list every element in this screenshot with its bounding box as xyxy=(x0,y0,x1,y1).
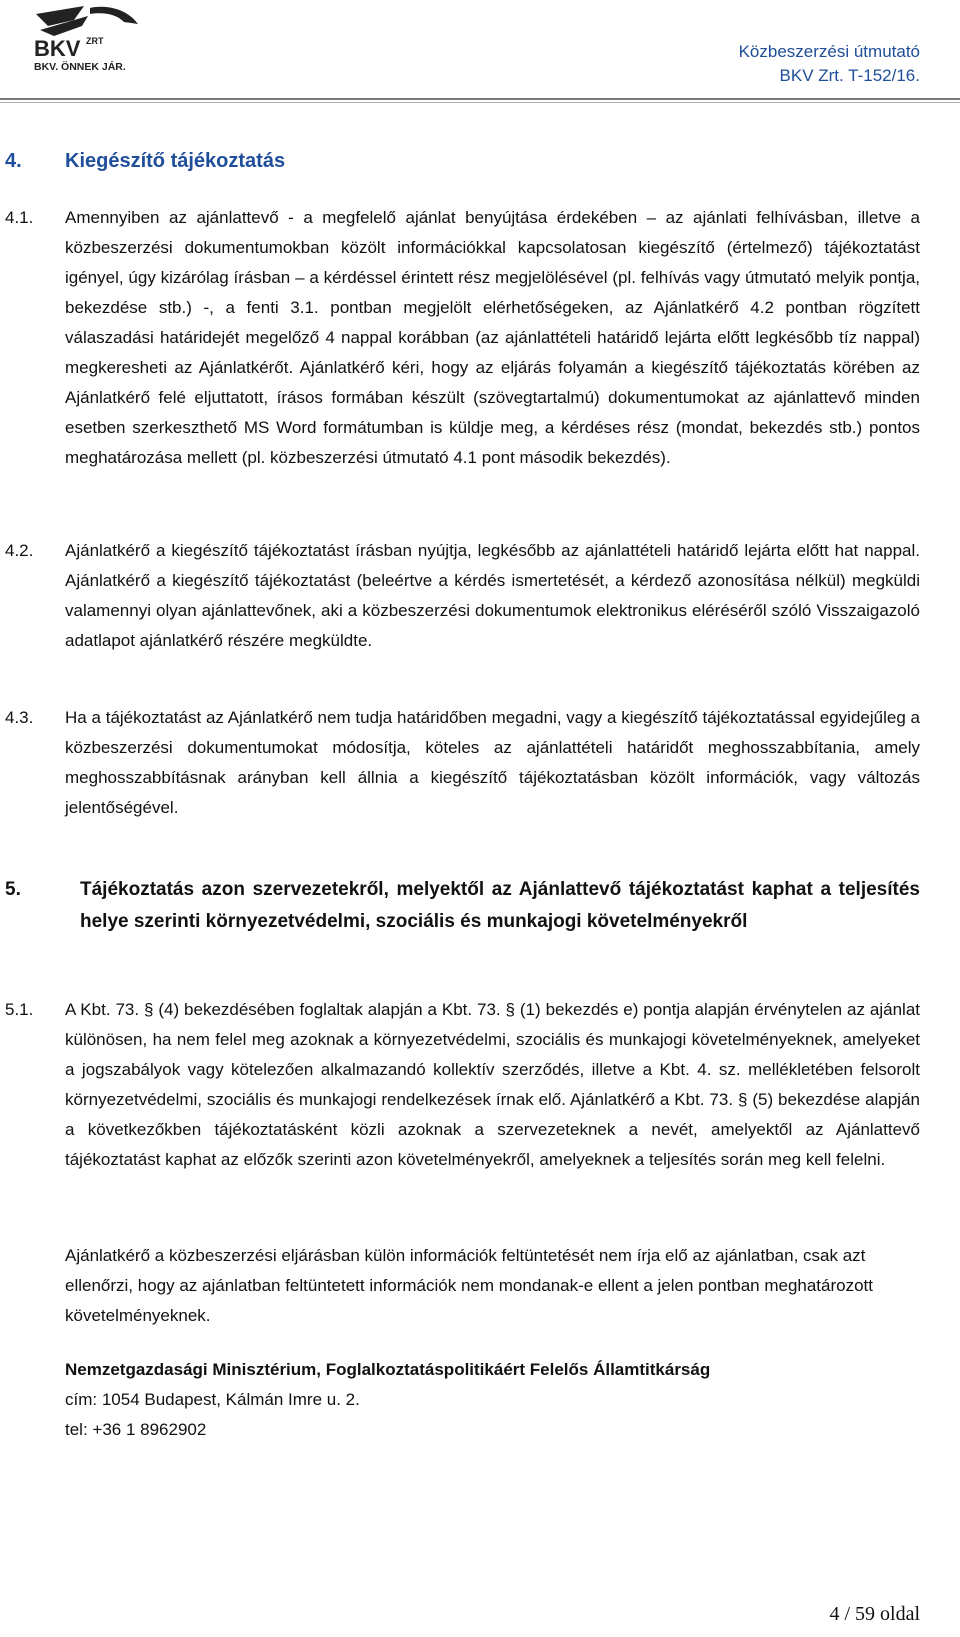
item-4-2 xyxy=(5,536,920,656)
item-text: Ajánlatkérő a kiegészítő tájékoztatást írásban nyújtja, legkésőbb az ajánlattételi határidő lejárta előtt hat nappal. Ajánlatkérő a kiegészítő tájékoztatást (beleértve a kérdés ismertetését, a kérdező azonosítása nélkül) megküldi valamennyi olyan ajánlattevőnek, aki a közbeszerzési dokumentumok elektronikus eléréséről szóló Visszaigazoló adatlapot ajánlatkérő részére megküldte. xyxy=(65,541,920,650)
item-4-1 xyxy=(5,203,920,473)
logo-tagline: BKV. ÖNNEK JÁR. xyxy=(34,61,126,73)
logo-text: BKV xyxy=(34,36,81,61)
contact-address: cím: 1054 Budapest, Kálmán Imre u. 2. xyxy=(65,1390,360,1409)
section-title: Kiegészítő tájékoztatás xyxy=(65,150,286,172)
item-text: Ha a tájékoztatást az Ajánlatkérő nem tudja határidőben megadni, vagy a kiegészítő tájékoztatással egyidejűleg a közbeszerzési dokumentumokat módosítja, köteles az ajánlattételi határidőt meghosszabbítania, amely meghosszabbításnak arányban kell állnia a kiegészítő tájékoztatásban közölt információk, vagy változás jelentőségével. xyxy=(65,708,920,817)
document-header xyxy=(739,40,920,88)
contact-organization: Nemzetgazdasági Minisztérium, Foglalkoztatáspolitikáért Felelős Államtitkárság xyxy=(65,1360,711,1379)
item-number: 4.3. xyxy=(5,708,34,727)
item-text: Amennyiben az ajánlattevő - a megfelelő ajánlat benyújtása érdekében – az ajánlati felhívásban, illetve a közbeszerzési dokumentumokban közölt információkkal kapcsolatosan kiegészítő (értelmező) tájékoztatást igényel, úgy kizárólag írásban – a kérdéssel érintett rész megjelölésével (pl. felhívás vagy útmutató melyik pontja, bekezdése stb.) -, a fenti 3.1. pontban megjelölt elérhetőségeken, az Ajánlatkérő 4.2 pontban rögzített válaszadási határidejét megelőző 4 nappal korábban (az ajánlattételi határidő lejárta előtt legkésőbb tíz nappal) megkeresheti az Ajánlatkérőt. Ajánlatkérő kéri, hogy az eljárás folyamán a kiegészítő tájékoztatás körében az Ajánlatkérő felé eljuttatott, írásos formában készült (szövegtartalmú) dokumentumokat az ajánlattevő minden esetben szerkeszthető MS Word formátumban is küldje meg, a kérdéses rész (mondat, bekezdés stb.) pontos meghatározása mellett (pl. közbeszerzési útmutató 4.1 pont második bekezdés). xyxy=(65,208,920,467)
header-divider-thin xyxy=(0,102,960,103)
document-title: Közbeszerzési útmutató xyxy=(738,42,920,61)
header-divider xyxy=(0,98,960,100)
item-number: 4.1. xyxy=(5,208,34,227)
section-number: 5. xyxy=(5,879,21,900)
item-number: 5.1. xyxy=(5,1000,34,1019)
page-number: 4 / 59 oldal xyxy=(829,1603,920,1625)
section-5-heading xyxy=(5,874,920,938)
contact-block xyxy=(65,1355,920,1445)
logo-suffix: ZRT xyxy=(86,36,104,46)
bkv-logo xyxy=(28,4,146,74)
item-5-1 xyxy=(5,995,920,1175)
item-number: 4.2. xyxy=(5,541,34,560)
contact-phone: tel: +36 1 8962902 xyxy=(65,1420,207,1439)
bkv-logo-mark xyxy=(28,4,146,74)
item-4-3 xyxy=(5,703,920,823)
section-title: Tájékoztatás azon szervezetekről, melyektől az Ajánlattevő tájékoztatást kaphat a teljesítés helye szerinti környezetvédelmi, szociális és munkajogi követelményekről xyxy=(80,879,920,932)
document-reference: BKV Zrt. T-152/16. xyxy=(779,66,920,85)
section-5-paragraph: Ajánlatkérő a közbeszerzési eljárásban külön információk feltüntetését nem írja elő az ajánlatban, csak azt ellenőrzi, hogy az ajánlatban feltüntetett információk nem mondanak-e ellent a jelen pontban meghatározott követelményeknek. xyxy=(65,1246,874,1325)
item-text: A Kbt. 73. § (4) bekezdésében foglaltak alapján a Kbt. 73. § (1) bekezdés e) pontja alapján érvénytelen az ajánlat különösen, ha nem felel meg azoknak a környezetvédelmi, szociális és munkajogi követelményeknek, amelyeket a jogszabályok vagy kötelezően alkalmazandó kollektív szerződés, illetve a Kbt. 4. sz. mellékletében felsorolt környezetvédelmi, szociális és munkajogi rendelkezések írnak elő. Ajánlatkérő a Kbt. 73. § (5) bekezdése alapján a következőkben tájékoztatásként közli azoknak a szervezeteknek a nevét, amelyektől az Ajánlattevő tájékoztatást kaphat az előzők szerinti azon követelményekről, amelyeknek a teljesítés során meg kell felelni. xyxy=(65,1000,920,1169)
section-number: 4. xyxy=(5,150,22,172)
